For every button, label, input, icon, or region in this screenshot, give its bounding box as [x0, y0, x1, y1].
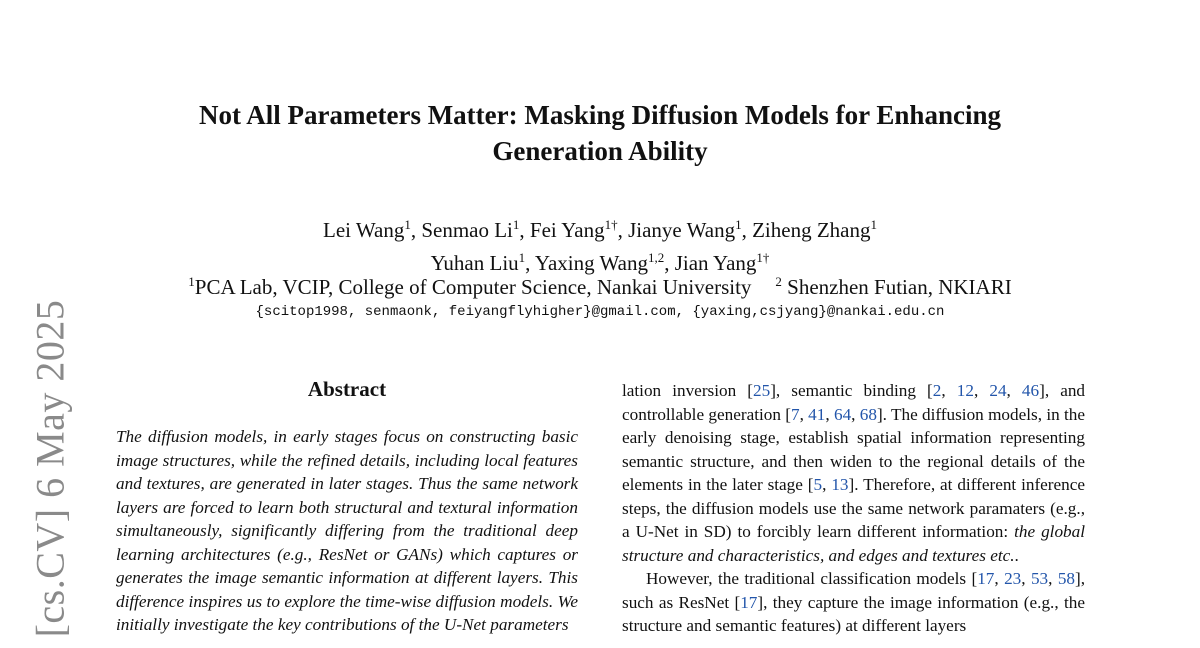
author-name: Jianye Wang: [628, 218, 736, 242]
affiliation-1: PCA Lab, VCIP, College of Computer Science, Nankai University: [194, 275, 752, 299]
emphasized-text: the global structure and characteristics, and edges and textures etc.: [622, 522, 1085, 565]
abstract-heading: Abstract: [307, 377, 387, 401]
author-affiliation-marker: 1†: [604, 217, 618, 232]
author-affiliation-marker: 1: [870, 217, 877, 232]
citation-link[interactable]: 64: [833, 404, 852, 424]
citation-link[interactable]: 13: [831, 475, 849, 494]
author-name: Ziheng Zhang: [752, 218, 871, 242]
citation-link[interactable]: 23: [1004, 569, 1022, 588]
citation-link[interactable]: 17: [977, 569, 995, 588]
right-column: [622, 379, 1085, 638]
arxiv-sidebar-stamp: [2, 296, 98, 640]
authors-line-2: Yuhan Liu$^1$, Yaxing Wang$^{1,2}$, Jian Yang$^{1\dagger}$: [430, 250, 770, 275]
author-affiliation-marker: 1: [512, 217, 520, 232]
citation-link[interactable]: 68: [859, 404, 877, 424]
citation-link[interactable]: 7: [790, 404, 800, 424]
title-line-2: Generation Ability: [492, 136, 708, 166]
citation-link[interactable]: 25: [753, 381, 771, 400]
abstract-body: The diffusion models, in early stages focus on constructing basic image structures, while the refined details, including local features and textures, are generated in later stages. Thus the same network layers are forced to learn both structural and textural information simultaneously, significantly differing from the traditional deep learning architectures (e.g., ResNet or GANs) which captures or generates the image semantic information at different layers. This difference inspires us to explore the time-wise diffusion models. We initially investigate the key contributions of the U-Net parameters: [116, 427, 578, 634]
author-name: Yaxing Wang: [534, 251, 648, 275]
paper-title: [150, 97, 1050, 169]
citation-link[interactable]: 2: [932, 381, 942, 400]
citation-link[interactable]: 24: [989, 381, 1007, 400]
title-line-1: Not All Parameters Matter: Masking Diffusion Models for Enhancing: [199, 100, 1001, 130]
author-affiliation-marker: 1,2: [647, 250, 665, 265]
author-affiliation-marker: 1†: [756, 250, 770, 265]
author-name: Lei Wang: [323, 218, 405, 242]
author-affiliation-marker: 1: [404, 217, 411, 232]
author-emails: {scitop1998, senmaonk, feiyangflyhigher}@gmail.com, {yaxing,csjyang}@nankai.edu.cn: [255, 304, 945, 320]
authors-line-1: Lei Wang$^1$, Senmao Li$^1$, Fei Yang$^{1\dagger}$, Jianye Wang$^1$, Ziheng Zhang$^1$: [323, 217, 877, 242]
arxiv-stamp-text: [cs.CV] 6 May 2025: [27, 299, 73, 637]
citation-link[interactable]: 58: [1057, 569, 1075, 588]
affiliations: [100, 268, 1100, 301]
affiliation-2: Shenzhen Futian, NKIARI: [781, 275, 1012, 299]
author-name: Jian Yang: [674, 251, 757, 275]
citation-link[interactable]: 5: [813, 475, 823, 494]
author-affiliation-marker: 1: [735, 217, 742, 232]
author-name: Fei Yang: [529, 218, 605, 242]
author-affiliation-marker: 1: [518, 250, 526, 265]
citation-link[interactable]: 41: [808, 404, 826, 424]
author-name: Senmao Li: [421, 218, 513, 242]
citation-link[interactable]: 53: [1030, 569, 1049, 588]
citation-link[interactable]: 17: [740, 592, 758, 612]
intro-paragraph-1: lation inversion [25], semantic binding [2, 12, 24, 46], and controllable generation [7, 41, 64, 68]. The diffusion models, in the early denoising stage, establish spatial information representing semantic structure, and then widen to the regional details of the elements in the later stage [5, 13]. Therefore, at different inference steps, the diffusion models use the same network paramaters (e.g., a U-Net in SD) to forcibly learn different information: the global structure and characteristics, and edges and textures etc..: [622, 381, 1086, 565]
citation-link[interactable]: 12: [956, 381, 974, 400]
intro-paragraph-2: However, the traditional classification models [17, 23, 53, 58], such as ResNet [17], they capture the image information (e.g., the structure and semantic features) at different layers: [622, 569, 1086, 635]
affiliation-1-marker: 1: [188, 274, 195, 289]
citation-link[interactable]: 46: [1021, 381, 1040, 400]
affiliation-2-marker: 2: [775, 274, 782, 289]
author-name: Yuhan Liu: [430, 251, 519, 275]
